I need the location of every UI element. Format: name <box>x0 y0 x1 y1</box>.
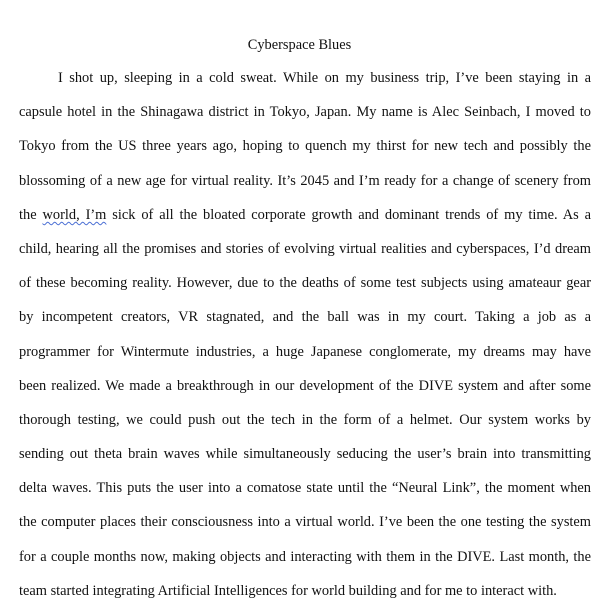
paragraph-line: team started integrating Artificial Intelligences for world building and for me to interact with. <box>19 582 557 599</box>
text-segment: sick of all the bloated corporate growth and dominant trends of my time. As a <box>106 206 592 223</box>
text-segment: the <box>19 206 43 223</box>
paragraph-line: of these becoming reality. However, due to the deaths of some test subjects using amateaur gear <box>19 275 591 292</box>
spellcheck-underlined-text[interactable]: world, I’m <box>42 206 107 223</box>
paragraph-line: sending out theta brain waves while simultaneously seducing the user’s brain into transmitting <box>19 446 591 463</box>
paragraph-line: child, hearing all the promises and stories of evolving virtual realities and cyberspaces, I’d dream <box>19 240 591 257</box>
paragraph-line: thorough testing, we could push out the tech in the form of a helmet. Our system works by <box>19 411 591 428</box>
paragraph-line: Tokyo from the US three years ago, hoping to quench my thirst for new tech and possibly the <box>19 138 591 155</box>
paragraph-line: blossoming of a new age for virtual reality. It’s 2045 and I’m ready for a change of scenery from <box>19 172 591 189</box>
paragraph-line: I shot up, sleeping in a cold sweat. While on my business trip, I’ve been staying in a <box>58 70 591 86</box>
paragraph-line: the computer places their consciousness into a virtual world. I’ve been the one testing the system <box>19 514 591 531</box>
paragraph-line: for a couple months now, making objects and interacting with them in the DIVE. Last month, the <box>19 548 591 565</box>
document-title: Cyberspace Blues <box>247 37 352 53</box>
paragraph-line: capsule hotel in the Shinagawa district in Tokyo, Japan. My name is Alec Seinbach, I moved to <box>19 104 591 121</box>
paragraph-line-with-spellcheck <box>19 202 591 236</box>
paragraph-line: by incompetent creators, VR stagnated, and the ball was in my court. Taking a job as a <box>19 309 591 326</box>
paragraph-line: been realized. We made a breakthrough in our development of the DIVE system and after some <box>19 377 591 394</box>
document-body[interactable] <box>19 65 591 612</box>
paragraph-line: delta waves. This puts the user into a comatose state until the “Neural Link”, the moment when <box>19 480 591 497</box>
paragraph-line: programmer for Wintermute industries, a huge Japanese conglomerate, my dreams may have <box>19 343 591 360</box>
